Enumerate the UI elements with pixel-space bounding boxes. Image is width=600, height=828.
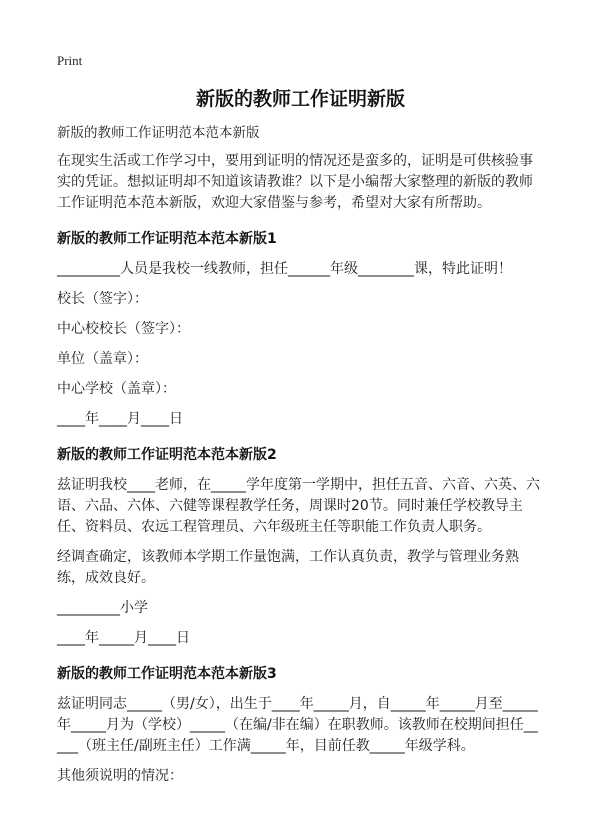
section-1-date-line: ____年____月____日 bbox=[57, 411, 183, 427]
intro-paragraph: 在现实生活或工作学习中，要用到证明的情况还是蛮多的，证明是可供核验事实的凭证。想拟证明却不知道该请教谁？以下是小编帮大家整理的新版的教师工作证明范本范本新版，欢迎大家借鉴与参考，希望对大家有所帮助。 bbox=[57, 153, 533, 211]
section-1-principal-signature-line: 校长（签字）： bbox=[57, 291, 148, 307]
section-1-heading: 新版的教师工作证明范本范本新版1 bbox=[57, 231, 277, 247]
section-1-central-school-principal-signature-line: 中心校校长（签字）： bbox=[57, 321, 190, 337]
section-1-unit-seal-line: 单位（盖章）： bbox=[57, 351, 148, 367]
section-2-school-name-line: _________小学 bbox=[57, 600, 148, 616]
print-link[interactable]: Print bbox=[57, 53, 83, 68]
section-2-certification-paragraph: 兹证明我校____老师，在_____学年度第一学期中，担任五音、六音、六英、六语、六品、六体、六健等课程教学任务，周课时20节。同时兼任学校教导主任、资料员、农远工程管理员、六年级班主任等职能工作负责人职务。 bbox=[57, 477, 540, 535]
section-2-evaluation-paragraph: 经调查确定，该教师本学期工作量饱满，工作认真负责，教学与管理业务熟练，成效良好。 bbox=[57, 549, 519, 586]
section-3-heading: 新版的教师工作证明范本范本新版3 bbox=[57, 666, 277, 682]
section-1-teacher-statement-line: _________人员是我校一线教师，担任______年级________课，特此证明！ bbox=[57, 261, 512, 277]
document-subtitle: 新版的教师工作证明范本范本新版 bbox=[57, 125, 260, 141]
document-title: 新版的教师工作证明新版 bbox=[195, 88, 405, 110]
section-1-central-school-seal-line: 中心学校（盖章）： bbox=[57, 381, 176, 397]
section-3-certification-paragraph: 兹证明同志_____（男/女），出生于____年_____月，自_____年_____月至_____年_____月为（学校）_____（在编/非在编）在职教师。该教师在校期间担任_____（班主任/副班主任）工作满_____年，目前任教_____年级学科。 bbox=[57, 696, 538, 754]
section-2-heading: 新版的教师工作证明范本范本新版2 bbox=[57, 447, 277, 463]
section-3-other-notes-line: 其他须说明的情况： bbox=[57, 768, 183, 784]
section-2-date-line: ____年_____月____日 bbox=[57, 630, 190, 646]
